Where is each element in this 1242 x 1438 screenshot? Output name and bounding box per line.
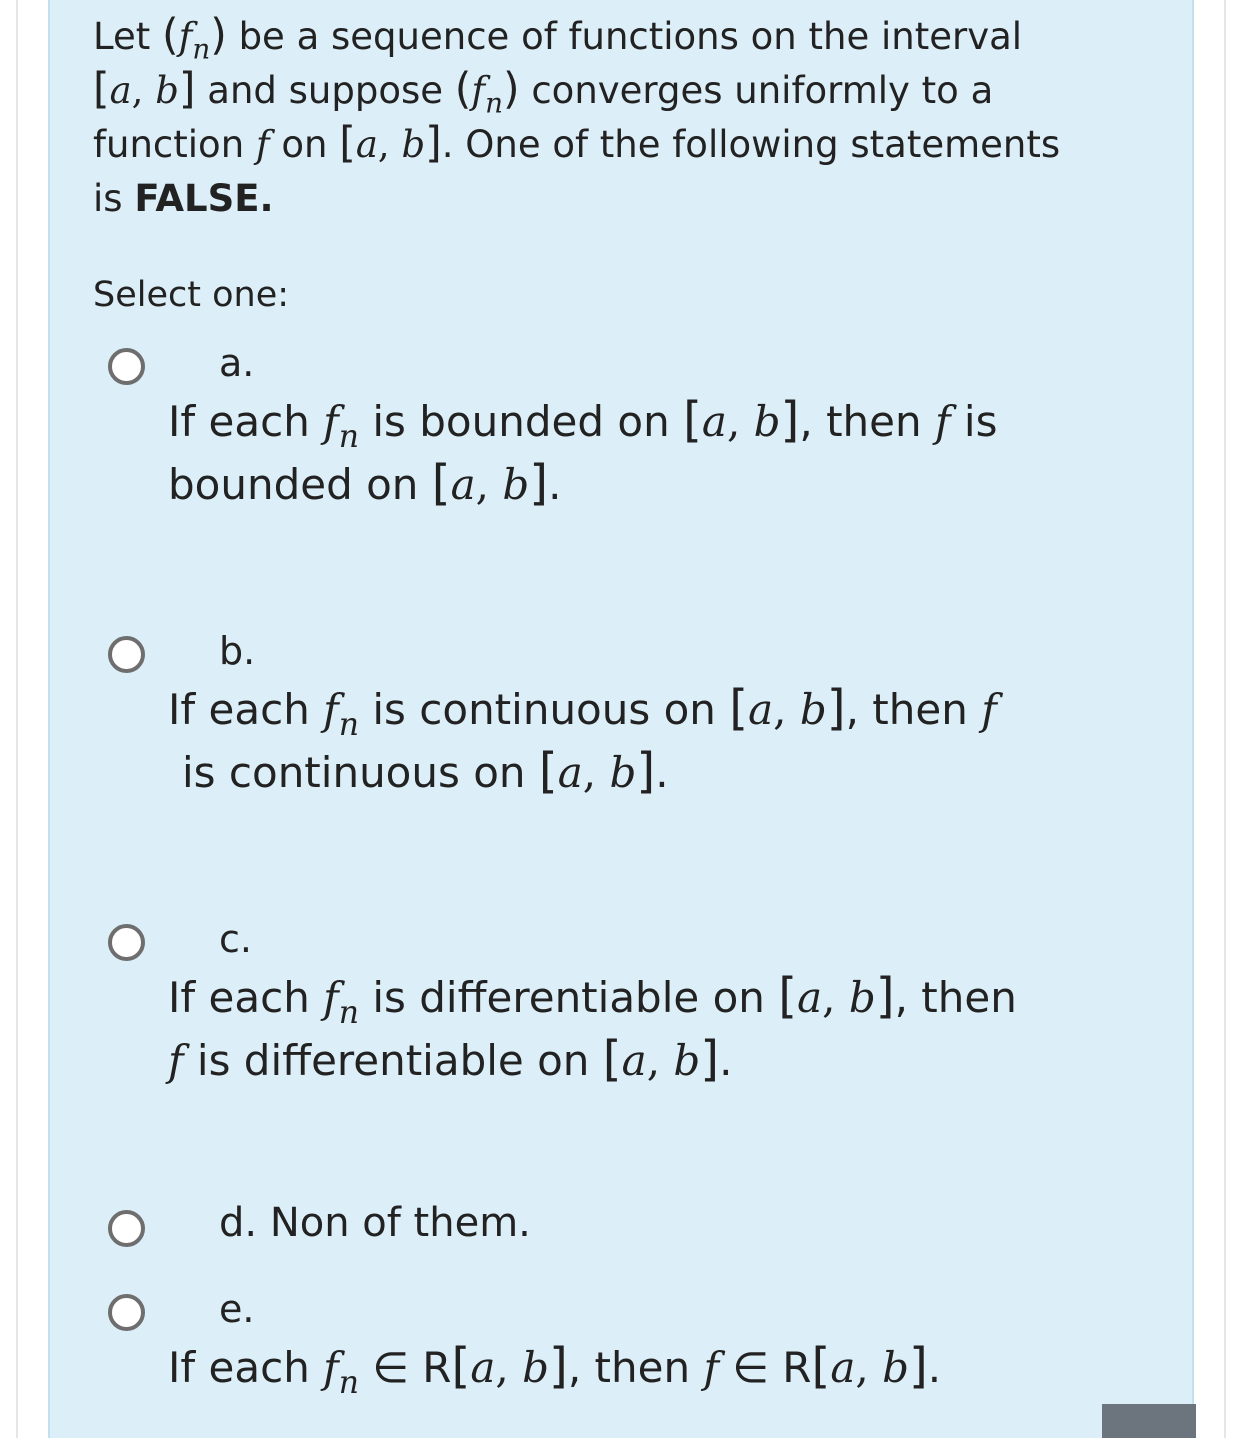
select-one-label: Select one: — [93, 275, 290, 315]
page-border-left — [16, 0, 18, 1438]
radio-option-d[interactable] — [108, 1210, 145, 1247]
option-c-letter: c. — [219, 917, 252, 961]
option-d-letter: d. Non of them. — [219, 1200, 531, 1246]
page-border-right — [1224, 0, 1226, 1438]
option-e-letter: e. — [219, 1287, 255, 1331]
option-c-text: If each $f_n$ is differentiable on [a, b], then f is differentiable on [a, b]. — [168, 968, 1017, 1087]
radio-option-b[interactable] — [108, 636, 145, 673]
false-emphasis: FALSE. — [134, 177, 274, 220]
radio-option-a[interactable] — [108, 348, 145, 385]
option-b-text: If each $f_n$ is continuous on [a, b], then f is continuous on [a, b]. — [168, 680, 997, 799]
option-a-text: If each $f_n$ is bounded on [a, b], then f is bounded on [a, b]. — [168, 392, 998, 511]
radio-option-e[interactable] — [108, 1294, 145, 1331]
radio-option-c[interactable] — [108, 924, 145, 961]
option-b-letter: b. — [219, 629, 256, 673]
scroll-to-top-button[interactable] — [1102, 1404, 1196, 1438]
option-e-text: If each $f_n$ ∈ R[a, b], then f ∈ R[a, b]. — [168, 1338, 942, 1402]
question-text: Let $(f_n)$ be a sequence of functions on the interval [a, b] and suppose $(f_n)$ converges uniformly to a function f on [a, b]. One of the following statements is FALSE. — [93, 11, 1061, 220]
option-a-letter: a. — [219, 341, 255, 385]
